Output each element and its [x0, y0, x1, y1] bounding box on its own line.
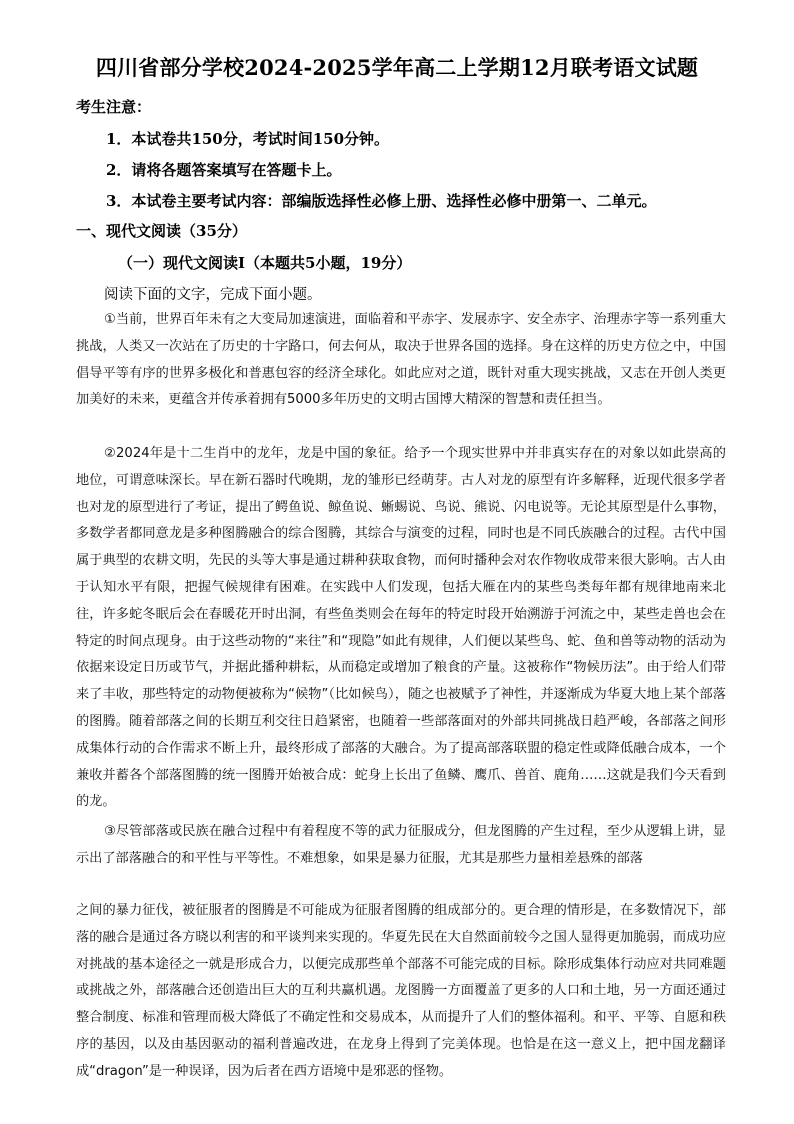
subsection-heading: （一）现代文阅读Ⅰ（本题共5小题，19分）	[118, 254, 412, 272]
notice-heading: 考生注意：	[76, 98, 152, 116]
section-heading: 一、现代文阅读（35分）	[76, 222, 247, 240]
reading-instruction: 阅读下面的文字，完成下面小题。	[104, 287, 322, 303]
notice-item: 1．本试卷共150分，考试时间150分钟。	[106, 130, 390, 148]
paragraph-3-continued: 之间的暴力征伐，被征服者的图腾是不可能成为征服者图腾的组成部分的。更合理的情形是，在多数情况下，部落的融合是通过各方晓以利害的和平谈判来实现的。华夏先民在大自然面前较今之国人显得更加脆弱，而成功应对挑战的基本途径之一就是形成合力，以便完成那些单个部落不可能完成的目标。除形成集体行动应对共同难题或挑战之外，部落融合还创造出巨大的互利共赢机遇。龙图腾一方面覆盖了更多的人口和土地，另一方面还通过整合制度、标准和管理而极大降低了不确定性和交易成本，从而提升了人们的整体福利。和平、平等、自愿和秩序的基因，以及由基因驱动的福利普遍改进，在龙身上得到了完美体现。也恰是在这一意义上，把中国龙翻译成“dragon”是一种误译，因为后者在西方语境中是邪恶的怪物。	[76, 903, 726, 1079]
paragraph-2: ②2024年是十二生肖中的龙年，龙是中国的象征。给予一个现实世界中并非真实存在的对象以如此崇高的地位，可谓意味深长。早在新石器时代晚期，龙的雏形已经萌芽。古人对龙的原型有许多解释，近现代很多学者也对龙的原型进行了考证，提出了鳄鱼说、鲸鱼说、蜥蜴说、鸟说、熊说、闪电说等。无论其原型是什么事物，多数学者都同意龙是多种图腾融合的综合图腾，其综合与演变的过程，同时也是不同氏族融合的过程。古代中国属于典型的农耕文明，先民的头等大事是通过耕种获取食物，而何时播种会对农作物收成带来很大影响。古人由于认知水平有限，把握气候规律有困难。在实践中人们发现，包括大雁在内的某些鸟类每年都有规律地南来北往，许多蛇冬眠后会在春暖花开时出洞，有些鱼类则会在每年的特定时段开始溯游于河流之中，某些走兽也会在特定的时间点现身。由于这些动物的“来往”和“现隐”如此有规律，人们便以某些鸟、蛇、鱼和兽等动物的活动为依据来设定日历或节气，并据此播种耕耘，从而稳定或增加了粮食的产量。这被称作“物候历法”。由于给人们带来了丰收，那些特定的动物便被称为“候物”（比如候鸟），随之也被赋予了神性，并逐渐成为华夏大地上某个部落的图腾。随着部落之间的长期互利交往日趋紧密，也随着一些部落面对的外部共同挑战日趋严峻，各部落之间形成集体行动的合作需求不断上升，最终形成了部落的大融合。为了提高部落联盟的稳定性或降低融合成本，一个兼收并蓄各个部落图腾的统一图腾开始被合成：蛇身上长出了鱼鳞、鹰爪、兽首、鹿角……这就是我们今天看到的龙。	[76, 446, 726, 810]
paragraph-1: ①当前，世界百年未有之大变局加速演进，面临着和平赤字、发展赤字、安全赤字、治理赤字等一系列重大挑战，人类又一次站在了历史的十字路口，何去何从，取决于世界各国的选择。身在这样的历史方位之中，中国倡导平等有序的世界多极化和普惠包容的经济全球化。如此应对之道，既针对重大现实挑战，又志在开创人类更加美好的未来，更蕴含并传承着拥有5000多年历史的文明古国博大精深的智慧和责任担当。	[76, 312, 726, 408]
paragraph-3: ③尽管部落或民族在融合过程中有着程度不等的武力征服成分，但龙图腾的产生过程，至少从逻辑上讲，显示出了部落融合的和平性与平等性。不难想象，如果是暴力征服，尤其是那些力量相差悬殊的部落	[76, 824, 726, 866]
exam-title: 四川省部分学校2024-2025学年高二上学期12月联考语文试题	[95, 55, 699, 80]
notice-item: 2．请将各题答案填写在答题卡上。	[106, 161, 342, 179]
notice-item: 3．本试卷主要考试内容：部编版选择性必修上册、选择性必修中册第一、二单元。	[106, 192, 657, 210]
